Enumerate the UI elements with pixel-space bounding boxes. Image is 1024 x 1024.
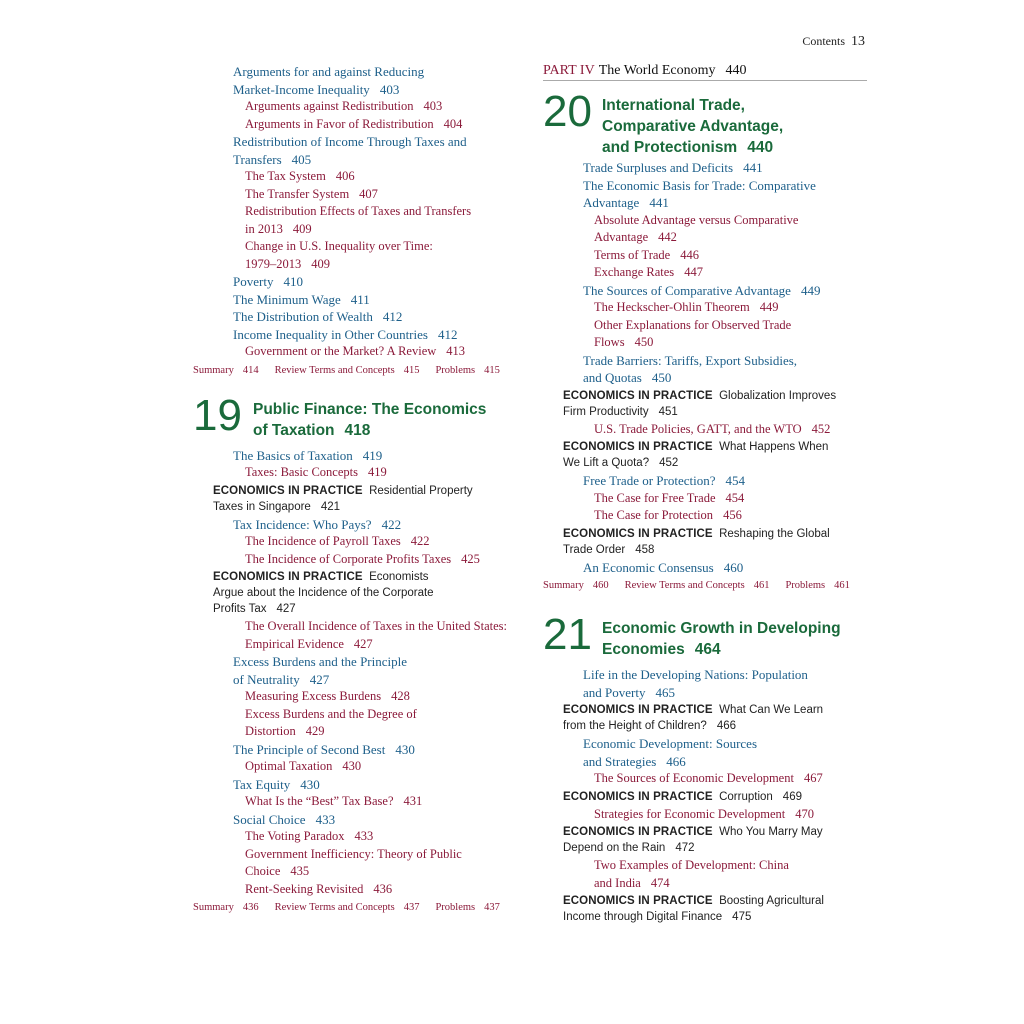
toc-section [233,133,523,151]
chapter-title-line: Public Finance: The Economics [253,400,487,418]
entry-text: Advantage [594,230,649,244]
entry-page: 430 [342,759,362,773]
toc-subsection [594,229,867,247]
left-top-entries [193,63,523,361]
toc-section [583,735,867,753]
chapter-20-heading [543,87,867,157]
entry-page: 449 [759,300,779,314]
toc-subsection [245,256,523,274]
toc-subsection [594,770,867,788]
chapter-number: 19 [193,390,242,440]
economics-in-practice [563,789,867,805]
toc-section [583,666,867,684]
toc-subsection [245,793,523,811]
toc-section [583,352,867,370]
part-page: 440 [725,63,747,78]
entry-text: and Poverty [583,684,646,700]
summary-page: 460 [592,580,609,591]
economics-in-practice [563,702,867,734]
entry-text: An Economic Consensus [583,559,714,575]
review-page: 461 [753,580,770,591]
chapter-page: 418 [344,421,371,439]
toc-section [583,684,867,702]
toc-section [583,194,867,212]
toc-section [233,273,523,291]
entry-page: 427 [276,603,296,615]
economics-in-practice [563,824,867,856]
chapter-title [602,618,841,660]
toc-subsection [245,343,523,361]
toc-section [583,177,867,195]
entry-page: 467 [803,771,823,785]
entry-page: 407 [359,186,378,201]
entry-text: The Basics of Taxation [233,447,353,463]
entry-text: Tax Equity [233,776,291,792]
toc-section [233,516,523,534]
toc-section [233,671,523,689]
toc-section [233,291,523,309]
problems-page: 437 [484,902,500,913]
eip-label: ECONOMICS IN PRACTICE [563,790,713,803]
toc-subsection [245,723,523,741]
entry-text: and Quotas [583,370,642,385]
toc-subsection [245,203,523,221]
chapter-20-entries [543,159,867,576]
eip-text: What Happens When [719,441,829,453]
eip-label: ECONOMICS IN PRACTICE [563,389,713,402]
entry-page: 456 [723,508,742,522]
toc-subsection [245,863,523,881]
entry-page: 419 [362,447,383,463]
entry-text: 1979–2013 [245,256,302,271]
entry-text: Two Examples of Development: China [594,858,789,872]
toc-subsection [594,806,867,824]
entry-page: 466 [716,720,737,732]
entry-text: Redistribution Effects of Taxes and Transfers [245,204,472,218]
entry-text: Economic Development: Sources [583,736,758,751]
toc-subsection [245,846,523,864]
entry-text: Government or the Market? A Review [245,344,437,358]
toc-subsection [245,551,523,569]
toc-subsection [594,212,867,230]
entry-page: 413 [446,344,466,358]
problems-page: 415 [484,364,500,376]
entry-text: The Transfer System [245,186,350,201]
page-header [802,34,865,50]
review-label: Review Terms and Concepts [274,364,395,376]
summary-label: Summary [193,902,234,913]
entry-text: Strategies for Economic Development [594,806,786,821]
entry-text: Optimal Taxation [245,759,333,773]
chapter-title-line: International Trade, [602,97,745,114]
entry-page: 404 [443,116,463,131]
toc-subsection [594,334,867,352]
entry-page: 428 [391,689,410,703]
toc-section [583,472,867,490]
eip-text: Residential Property [369,484,473,497]
entry-text: The Sources of Comparative Advantage [583,282,791,298]
entry-page: 452 [659,457,679,469]
chapter-page: 464 [694,641,721,658]
economics-in-practice [213,483,523,515]
review-label: Review Terms and Concepts [274,902,395,913]
entry-text: Government Inefficiency: Theory of Public [245,846,462,861]
problems-page: 461 [834,580,850,591]
toc-subsection [245,688,523,706]
problems-label: Problems [435,902,476,913]
entry-page: 460 [723,559,744,575]
toc-section [233,63,523,81]
entry-text: Distortion [245,724,296,738]
entry-text: Trade Barriers: Tariffs, Export Subsidies, [583,352,798,368]
toc-subsection [245,238,523,256]
entry-text: The Overall Incidence of Taxes in the United States: [245,619,507,633]
entry-page: 450 [634,335,654,349]
entry-text: and Strategies [583,753,657,769]
entry-text: Other Explanations for Observed Trade [594,317,792,332]
chapter-number: 21 [543,610,592,659]
entry-page: 433 [354,829,374,843]
entry-text: Advantage [583,195,640,210]
toc-section [233,447,523,465]
entry-text: U.S. Trade Policies, GATT, and the WTO [594,421,802,436]
entry-text: The Case for Free Trade [594,490,716,505]
summary-label: Summary [543,580,584,591]
entry-page: 472 [675,842,695,854]
review-page: 415 [403,364,420,376]
chapter-title [602,95,783,158]
entry-text: The Economic Basis for Trade: Comparative [583,177,816,193]
eip-text: Argue about the Incidence of the Corporate [213,587,434,599]
entry-page: 427 [353,636,373,651]
entry-text: Free Trade or Protection? [583,473,716,488]
chapter-title-line: Economic Growth in Developing [602,620,841,637]
right-column [543,63,867,926]
toc-subsection [245,116,523,134]
toc-subsection [594,247,867,265]
toc-subsection [594,299,867,317]
summary-label: Summary [193,364,234,376]
entry-page: 412 [437,326,458,342]
entry-text: The Incidence of Payroll Taxes [245,534,401,548]
problems-label: Problems [785,580,826,591]
entry-page: 449 [800,282,821,298]
eip-text: Globalization Improves [719,389,837,402]
eip-label: ECONOMICS IN PRACTICE [563,441,713,453]
entry-text: in 2013 [245,221,283,236]
toc-subsection [245,533,523,551]
entry-text: Life in the Developing Nations: Population [583,667,808,682]
chapter-number: 20 [543,87,592,136]
eip-label: ECONOMICS IN PRACTICE [563,826,713,838]
entry-page: 430 [395,741,415,757]
page-number: 13 [851,34,865,49]
entry-page: 429 [305,724,325,738]
entry-page: 458 [635,543,655,556]
entry-text: The Principle of Second Best [233,741,386,757]
entry-page: 421 [320,500,340,513]
entry-page: 410 [283,274,303,289]
toc-section [583,753,867,771]
toc-subsection [245,636,523,654]
entry-text: Redistribution of Income Through Taxes and [233,134,467,149]
summary-line [193,363,523,379]
entry-page: 406 [335,169,355,183]
toc-subsection [245,618,523,636]
chapter-title-line: and Protectionism [602,139,738,156]
entry-page: 403 [379,81,400,97]
entry-page: 409 [311,256,330,271]
entry-page: 425 [461,551,480,566]
summary-line [193,900,523,916]
entry-text: Arguments for and against Reducing [233,64,425,79]
eip-label: ECONOMICS IN PRACTICE [213,484,363,497]
entry-page: 447 [684,265,703,279]
eip-text: We Lift a Quota? [563,457,650,469]
header-label: Contents [802,34,845,48]
toc-section [233,151,523,169]
toc-subsection [245,881,523,899]
entry-text: The Heckscher-Ohlin Theorem [594,300,750,314]
part-title: The World Economy [598,63,716,78]
entry-text: The Incidence of Corporate Profits Taxes [245,551,452,566]
eip-text: Firm Productivity [563,405,649,418]
economics-in-practice [563,439,867,471]
entry-text: Measuring Excess Burdens [245,689,382,703]
chapter-page: 440 [747,139,774,156]
entry-text: Exchange Rates [594,265,675,279]
entry-page: 474 [650,875,670,890]
toc-subsection [245,186,523,204]
toc-subsection [245,98,523,116]
eip-label: ECONOMICS IN PRACTICE [563,527,713,540]
entry-text: Market-Income Inequality [233,81,370,97]
eip-text: Trade Order [563,543,626,556]
entry-text: Rent-Seeking Revisited [245,881,364,896]
part-heading [543,63,867,81]
toc-subsection [245,828,523,846]
entry-page: 452 [811,421,831,436]
review-label: Review Terms and Concepts [624,580,745,591]
entry-page: 436 [373,881,393,896]
entry-text: The Case for Protection [594,508,714,522]
toc-subsection [245,464,523,482]
entry-text: Change in U.S. Inequality over Time: [245,239,433,253]
entry-text: The Tax System [245,169,326,183]
toc-subsection [245,221,523,239]
entry-page: 405 [291,151,312,167]
entry-text: What Is the “Best” Tax Base? [245,794,394,808]
entry-page: 475 [732,911,752,923]
entry-text: The Sources of Economic Development [594,771,794,785]
toc-subsection [594,421,867,439]
eip-text: Boosting Agricultural [719,895,824,907]
entry-page: 469 [782,790,802,803]
economics-in-practice [563,893,867,925]
entry-page: 470 [795,806,815,821]
eip-text: Profits Tax [213,603,267,615]
toc-section [233,741,523,759]
entry-page: 411 [350,291,370,307]
entry-text: Social Choice [233,811,306,827]
entry-text: Trade Surpluses and Deficits [583,160,734,175]
entry-page: 441 [649,195,669,210]
economics-in-practice [563,526,867,558]
toc-subsection [594,875,867,893]
eip-text: from the Height of Children? [563,720,707,732]
toc-section [233,776,523,794]
entry-page: 409 [292,221,312,236]
entry-page: 403 [423,99,443,113]
entry-text: Terms of Trade [594,247,671,262]
entry-text: Transfers [233,151,282,167]
chapter-21-entries [543,666,867,925]
toc-subsection [245,758,523,776]
entry-text: Excess Burdens and the Degree of [245,706,417,721]
part-label: PART IV [543,63,595,78]
entry-page: 441 [743,160,763,175]
entry-page: 433 [315,811,336,827]
entry-page: 451 [658,405,678,418]
entry-text: The Minimum Wage [233,291,341,307]
entry-page: 454 [725,490,745,505]
entry-page: 465 [655,684,675,700]
eip-text: Corruption [719,790,773,803]
economics-in-practice [213,569,523,617]
chapter-19-entries [193,447,523,899]
eip-text: Reshaping the Global [719,527,830,540]
toc-subsection [594,264,867,282]
eip-text: Economists [369,571,429,583]
toc-section [233,653,523,671]
summary-line [543,578,867,594]
entry-text: Poverty [233,274,274,289]
eip-text: Who You Marry May [719,826,823,838]
review-page: 437 [403,902,420,913]
economics-in-practice [563,388,867,420]
entry-text: The Distribution of Wealth [233,309,373,324]
entry-text: Arguments against Redistribution [245,99,414,113]
chapter-title-line: Comparative Advantage, [602,118,784,135]
chapter-title [253,399,486,441]
toc-section [233,811,523,829]
entry-page: 412 [382,309,403,324]
entry-page: 454 [725,473,746,488]
left-column [193,63,523,916]
entry-page: 422 [410,534,430,548]
toc-section [233,326,523,344]
eip-label: ECONOMICS IN PRACTICE [563,704,713,716]
chapter-title-line: of Taxation [253,421,335,439]
eip-label: ECONOMICS IN PRACTICE [213,571,363,583]
entry-text: The Voting Paradox [245,829,345,843]
chapter-19-heading [193,390,523,445]
entry-page: 435 [290,864,310,878]
toc-section [583,559,867,577]
entry-page: 419 [368,465,387,479]
entry-text: Absolute Advantage versus Comparative [594,212,799,227]
toc-section [583,282,867,300]
problems-label: Problems [435,364,476,376]
entry-page: 430 [300,776,320,792]
toc-subsection [245,168,523,186]
entry-text: Choice [245,864,281,878]
toc-subsection [594,317,867,335]
entry-text: Flows [594,335,625,349]
entry-page: 442 [658,230,677,244]
entry-page: 450 [651,370,672,385]
toc-section [233,308,523,326]
entry-text: Income Inequality in Other Countries [233,326,428,342]
entry-text: and India [594,875,641,890]
eip-text: What Can We Learn [719,704,824,716]
entry-page: 431 [403,794,423,808]
entry-page: 466 [666,753,686,769]
summary-page: 414 [242,364,259,376]
toc-section [233,81,523,99]
entry-text: Excess Burdens and the Principle [233,654,408,669]
entry-text: of Neutrality [233,671,300,687]
eip-text: Depend on the Rain [563,842,666,854]
entry-text: Empirical Evidence [245,636,344,651]
chapter-title-line: Economies [602,641,685,658]
entry-page: 446 [680,247,699,262]
eip-text: Taxes in Singapore [213,500,311,513]
summary-page: 436 [242,902,259,913]
toc-subsection [594,857,867,875]
chapter-21-heading [543,610,867,664]
eip-text: Income through Digital Finance [563,911,723,923]
entry-text: Tax Incidence: Who Pays? [233,516,372,532]
entry-text: Arguments in Favor of Redistribution [245,116,434,131]
toc-section [583,159,867,177]
entry-page: 427 [309,671,330,687]
entry-text: Taxes: Basic Concepts [245,465,358,479]
entry-page: 422 [381,516,402,532]
toc-subsection [245,706,523,724]
toc-subsection [594,490,867,508]
eip-label: ECONOMICS IN PRACTICE [563,895,713,907]
toc-section [583,369,867,387]
toc-subsection [594,507,867,525]
